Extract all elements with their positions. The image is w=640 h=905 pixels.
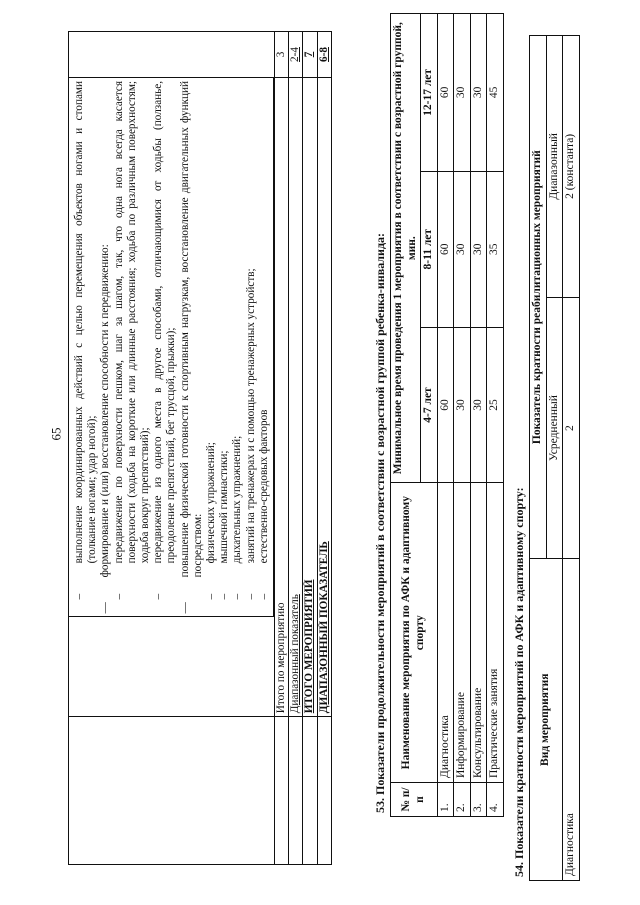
summary-label: Диапазонный показатель	[289, 77, 303, 716]
bullet-dash: —	[178, 602, 191, 614]
value-cell: 60	[437, 327, 454, 483]
name-cell: Информирование	[454, 483, 471, 783]
bullet-text: формирование и (или) восстановление способности к передвижению:	[99, 244, 112, 578]
empty-cell	[69, 32, 275, 78]
age-group-header: 12-17 лет	[421, 14, 438, 172]
bullet-text: дыхательных упражнений;	[231, 435, 244, 564]
empty-cell	[275, 717, 289, 865]
value-cell: 30	[454, 171, 471, 327]
value-cell: 30	[454, 327, 471, 483]
age-group-header: 8-11 лет	[421, 171, 438, 327]
bullet-text: передвижение из одного места в другое способами, отличающимися от ходьбы (ползанье, преодоление препятствий, бег трусцой, прыжки);	[152, 80, 178, 564]
table-row	[470, 14, 487, 817]
table-row	[563, 36, 580, 881]
name-cell: Диагностика	[563, 559, 580, 881]
bullet-text: передвижение по поверхности пешком, шаг за шагом, так, что одна нога всегда касается поверхности (ходьба на короткие или длинные расстояния; ходьба по различным поверхностям; ходьба вокруг препятствий);	[112, 80, 152, 564]
table-row	[69, 32, 274, 865]
num-cell: 2.	[454, 783, 471, 817]
bullet-dash: –	[205, 593, 218, 600]
avg-cell: 2	[563, 297, 580, 559]
bullet-item	[179, 81, 205, 613]
summary-value: 7	[303, 32, 317, 78]
num-cell: 4.	[487, 783, 504, 817]
value-cell: 30	[454, 14, 471, 172]
bullet-item	[218, 81, 231, 613]
bullet-item	[205, 81, 218, 613]
empty-cell	[289, 717, 303, 865]
value-cell: 35	[487, 171, 504, 327]
col-range-header: Диапазонный	[546, 36, 563, 298]
empty-cell	[69, 717, 275, 865]
col-type-header: Вид мероприятия	[530, 559, 563, 881]
bullet-dash: –	[152, 593, 165, 600]
bullet-list	[73, 81, 271, 613]
name-cell: Диагностика	[437, 483, 454, 783]
table-row	[437, 14, 454, 817]
bullet-item	[152, 81, 178, 613]
bullet-item	[73, 81, 99, 613]
range-cell: 2 (константа)	[563, 36, 580, 298]
frequency-table	[529, 35, 580, 881]
table-row	[454, 14, 471, 817]
summary-value: 2-4	[289, 32, 303, 78]
bullet-item	[113, 81, 153, 613]
col-avg-header: Усредненный	[546, 297, 563, 559]
summary-label: ДИАПАЗОННЫЙ ПОКАЗАТЕЛЬ	[317, 77, 331, 716]
name-cell: Практические занятия	[487, 483, 504, 783]
bullet-text: мышечной гимнастики;	[218, 450, 231, 564]
bullet-text: занятий на тренажерах и с помощью тренажерных устройств;	[244, 268, 257, 564]
summary-label: Итого по мероприятию	[275, 77, 289, 716]
table-row	[530, 36, 547, 881]
value-cell: 60	[437, 14, 454, 172]
duration-table	[390, 13, 504, 817]
bullets-cell	[69, 77, 274, 616]
summary-value: 3	[275, 32, 289, 78]
table-row	[317, 32, 331, 865]
value-cell: 30	[470, 171, 487, 327]
summary-value: 6-8	[317, 32, 331, 78]
col-name-header: Наименование мероприятия по АФК и адаптивному спорту	[391, 483, 438, 783]
num-cell: 1.	[437, 783, 454, 817]
continuation-table	[68, 31, 332, 865]
table-row	[275, 32, 289, 865]
bullet-item	[99, 81, 112, 613]
col-group-header: Показатель кратности реабилитационных мероприятий	[530, 36, 547, 559]
name-cell: Консультирование	[470, 483, 487, 783]
value-cell: 60	[437, 171, 454, 327]
section54-title: 54. Показатели кратности мероприятий по АФК и адаптивному спорту:	[512, 487, 526, 877]
empty-cell	[69, 617, 275, 717]
bullet-text: повышение физической готовности к спортивным нагрузкам, восстановление двигательных функций посредством:	[178, 80, 204, 578]
bullet-dash: –	[73, 593, 85, 600]
bullet-text: выполнение координированных действий с целью перемещения объектов ногами и стопами (толкание ногами; удар ногой);	[73, 80, 99, 564]
table-row	[289, 32, 303, 865]
table-row	[391, 14, 421, 817]
bullet-dash: –	[257, 593, 270, 600]
bullet-dash: –	[112, 593, 125, 600]
age-group-header: 4-7 лет	[421, 327, 438, 483]
empty-cell	[317, 717, 331, 865]
value-cell: 30	[470, 327, 487, 483]
num-cell: 3.	[470, 783, 487, 817]
value-cell: 30	[470, 14, 487, 172]
bullet-dash: —	[99, 602, 112, 614]
bullet-item	[231, 81, 244, 613]
page-number: 65	[48, 427, 64, 441]
empty-cell	[303, 717, 317, 865]
summary-label: ИТОГО МЕРОПРИЯТИЙ	[303, 77, 317, 716]
bullet-text: физических упражнений;	[205, 442, 218, 564]
bullet-text: естественно-средовых факторов	[257, 409, 270, 564]
value-cell: 45	[487, 14, 504, 172]
table-row	[487, 14, 504, 817]
bullet-item	[258, 81, 271, 613]
col-num-header: № п/п	[391, 783, 438, 817]
bullet-dash: –	[231, 593, 244, 600]
bullet-dash: –	[218, 593, 231, 600]
col-group-header: Минимальное время проведения 1 мероприятия в соответствии с возрастной группой, мин.	[391, 14, 421, 483]
bullet-dash: –	[244, 593, 257, 600]
table-row	[303, 32, 317, 865]
bullet-item	[245, 81, 258, 613]
section53-title: 53. Показатели продолжительности мероприятий в соответствии с возрастной группой ребенка-инвалида:	[373, 232, 387, 813]
value-cell: 25	[487, 327, 504, 483]
